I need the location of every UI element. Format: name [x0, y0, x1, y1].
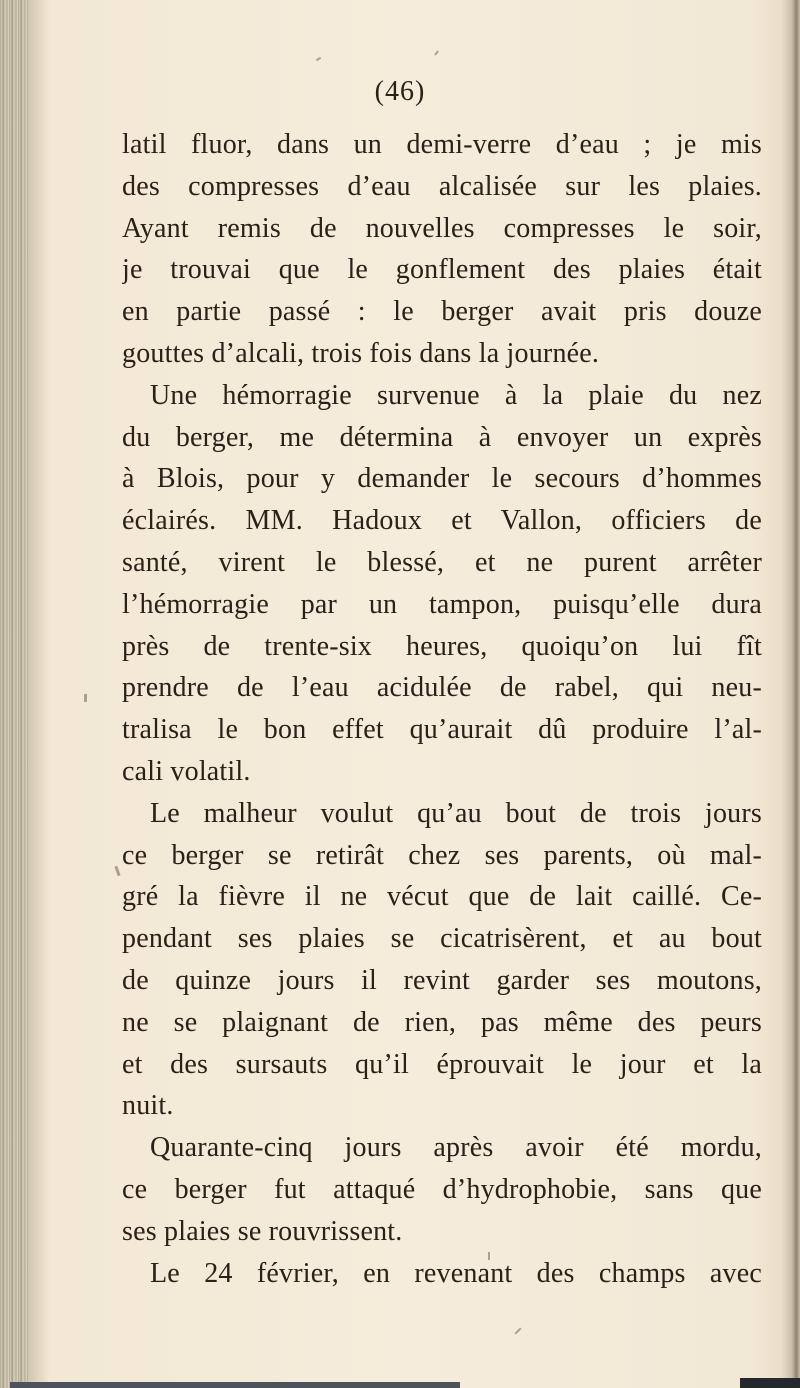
text-line: Une hémorragie survenue à la plaie du nez — [150, 379, 762, 411]
text-line: prendre de l’eau acidulée de rabel, qui neu- — [122, 672, 762, 704]
text-line: l’hémorragie par un tampon, puisqu’elle dura — [122, 588, 762, 620]
text-line: ses plaies se rouvrissent. — [122, 1215, 403, 1247]
binding-shadow — [28, 0, 50, 1388]
text-line: ne se plaignant de rien, pas même des peurs — [122, 1006, 762, 1038]
page-binding-edge — [0, 0, 28, 1388]
paper-speck — [434, 50, 439, 55]
text-line: tralisa le bon effet qu’aurait dû produire l’al- — [122, 714, 762, 746]
text-line: gré la fièvre il ne vécut que de lait caillé. Ce- — [122, 881, 762, 913]
page-bottom-edge — [10, 1382, 460, 1388]
text-line: du berger, me détermina à envoyer un exprès — [122, 421, 762, 453]
text-line: de quinze jours il revint garder ses moutons, — [122, 964, 762, 996]
page-bottom-corner — [740, 1378, 800, 1388]
text-line: pendant ses plaies se cicatrisèrent, et au bout — [122, 923, 762, 955]
text-line: nuit. — [122, 1090, 174, 1122]
text-line: Ayant remis de nouvelles compresses le soir, — [122, 212, 762, 244]
text-line: près de trente-six heures, quoiqu’on lui fît — [122, 630, 762, 662]
body-text — [122, 124, 762, 1294]
text-line: latil fluor, dans un demi-verre d’eau ; je mis — [122, 129, 762, 160]
text-line: Le malheur voulut qu’au bout de trois jours — [150, 797, 762, 829]
text-line: je trouvai que le gonflement des plaies était — [122, 254, 762, 286]
page-number: (46) — [374, 76, 426, 107]
text-line: Quarante-cinq jours après avoir été mordu, — [150, 1132, 762, 1164]
text-line: ce berger se retirât chez ses parents, où mal- — [122, 839, 762, 871]
text-line: Le 24 février, en revenant des champs avec — [150, 1257, 762, 1289]
text-line: éclairés. MM. Hadoux et Vallon, officiers de — [122, 505, 762, 537]
text-line: cali volatil. — [122, 755, 251, 787]
text-line: des compresses d’eau alcalisée sur les plaies. — [122, 170, 762, 202]
text-line: ce berger fut attaqué d’hydrophobie, sans que — [122, 1173, 762, 1205]
text-line: et des sursauts qu’il éprouvait le jour et la — [122, 1048, 762, 1080]
paper-speck — [84, 694, 87, 702]
text-line: à Blois, pour y demander le secours d’hommes — [122, 463, 762, 495]
paper-speck — [514, 1327, 521, 1334]
paper-speck — [316, 57, 321, 61]
text-line: en partie passé : le berger avait pris douze — [122, 296, 762, 328]
text-line: santé, virent le blessé, et ne purent arrêter — [122, 546, 762, 578]
page-right-edge — [782, 0, 800, 1388]
paper-speck — [114, 866, 120, 876]
text-line: gouttes d’alcali, trois fois dans la journée. — [122, 337, 600, 369]
